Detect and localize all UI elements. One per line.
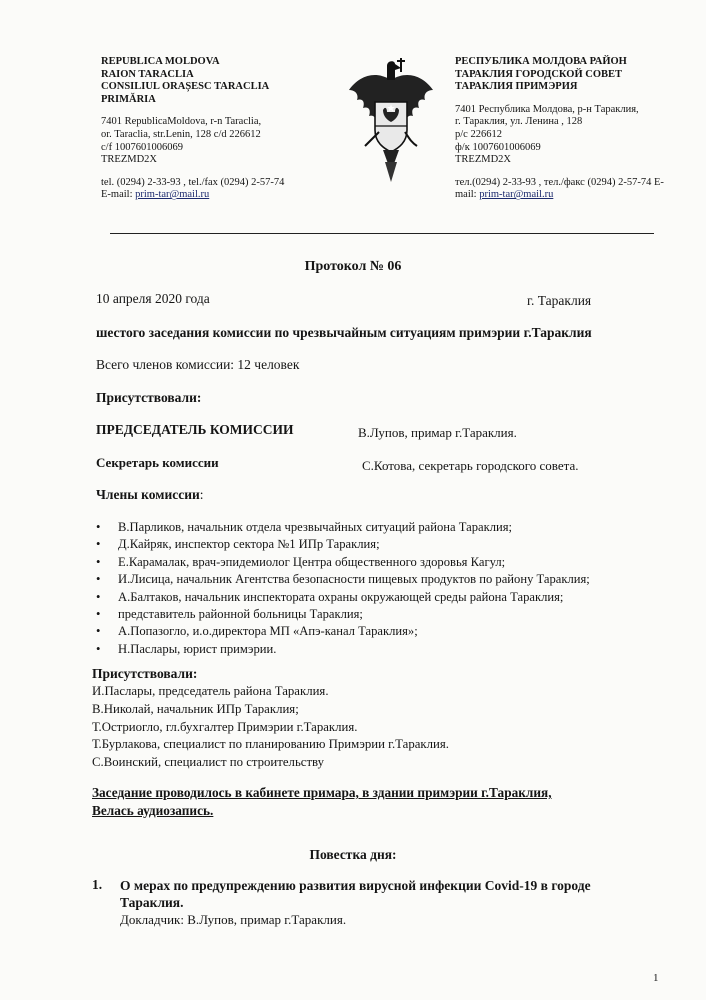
bullet-icon: •: [96, 624, 101, 639]
agenda-item-reporter: Докладчик: В.Лупов, примар г.Тараклия.: [120, 912, 347, 927]
header-left-address: c/f 1007601006069: [101, 141, 183, 153]
list-item: [96, 519, 696, 536]
agenda-title: Повестка дня:: [309, 847, 397, 862]
agenda-item-title: О мерах по предупреждению развития вирусной инфекции Covid-19 в городе: [120, 878, 591, 893]
bullet-icon: •: [96, 589, 101, 604]
header-divider: [110, 233, 654, 234]
bullet-icon: •: [96, 537, 101, 552]
list-item: И.Паслары, председатель района Тараклия.: [92, 684, 329, 698]
page-number: 1: [653, 972, 659, 984]
list-item: [96, 571, 696, 588]
members-label: [96, 487, 204, 503]
header-left-address: or. Taraclia, str.Lenin, 128 c/d 226612: [101, 128, 261, 140]
list-item: С.Воинский, специалист по строительству: [92, 755, 325, 770]
agenda-item: [120, 877, 650, 928]
header-left-address: 7401 RepublicaMoldova, r-n Taraclia,: [101, 116, 262, 128]
member-text: Е.Карамалак, врач-эпидемиолог Центра общественного здоровья Кагул;: [118, 554, 506, 569]
list-item: Т.Остриогло, гл.бухгалтер Примэрии г.Тараклия.: [92, 719, 358, 734]
secretary-value: С.Котова, секретарь городского совета.: [362, 458, 579, 473]
list-item: [96, 589, 696, 606]
header-right-line: РЕСПУБЛИКА МОЛДОВА РАЙОН: [455, 56, 627, 67]
list-item: [96, 554, 696, 571]
header-right-address: ф/к 1007601006069: [455, 141, 541, 153]
header-right-line: ТАРАКЛИЯ ПРИМЭРИЯ: [455, 81, 578, 93]
agenda-item-number: 1.: [92, 877, 103, 892]
email-label: E-mail:: [101, 189, 136, 201]
bullet-icon: •: [96, 606, 101, 621]
header-left-phone: tel. (0294) 2-33-93 , tel./fax (0294) 2-57-74: [101, 176, 285, 188]
header-left-line: CONSILIUL ORAȘESC TARACLIA: [101, 81, 270, 93]
member-text: В.Парликов, начальник отдела чрезвычайных ситуаций района Тараклия;: [118, 520, 513, 534]
document-city: г. Тараклия: [527, 293, 592, 308]
header-left-line: PRIMĂRIA: [101, 93, 156, 105]
total-members: Всего членов комиссии: 12 человек: [96, 357, 300, 372]
member-text: Д.Кайряк, инспектор сектора №1 ИПр Тараклия;: [118, 537, 380, 552]
attendees-list: [92, 683, 449, 772]
member-text: представитель районной больницы Тараклия;: [118, 606, 363, 621]
list-item: [96, 536, 696, 553]
header-right: [455, 56, 695, 202]
header-left-address: TREZMD2X: [101, 154, 157, 166]
list-item: [96, 606, 696, 623]
list-item: Т.Бурлакова, специалист по планированию Примэрии г.Тараклия.: [92, 737, 449, 752]
members-label-text: Члены комиссии: [96, 487, 200, 502]
list-item: [96, 641, 696, 658]
email-link[interactable]: prim-tar@mail.ru: [135, 189, 210, 201]
member-text: А.Балтаков, начальник инспектората охраны окружающей среды района Тараклия;: [118, 589, 564, 604]
list-item: В.Николай, начальник ИПр Тараклия;: [92, 701, 299, 716]
bullet-icon: •: [96, 520, 101, 534]
agenda-item-title-cont: Тараклия.: [120, 895, 184, 910]
secretary-label: Секретарь комиссии: [96, 455, 219, 470]
coat-of-arms-icon: [345, 50, 437, 190]
header-right-email-line: [455, 189, 695, 202]
bullet-icon: •: [96, 554, 101, 569]
present-label: Присутствовали:: [96, 390, 202, 405]
document-date: 10 апреля 2020 года: [96, 291, 210, 306]
bullet-icon: •: [96, 641, 101, 656]
members-list: [96, 519, 696, 658]
header-left-line: RAION TARACLIA: [101, 68, 194, 80]
list-item: [96, 623, 696, 640]
header-left-line: REPUBLICA MOLDOVA: [101, 56, 220, 67]
email-label: mail:: [455, 189, 480, 201]
members-label-colon: :: [199, 487, 204, 502]
document-subtitle: шестого заседания комиссии по чрезвычайным ситуациям примэрии г.Тараклия: [96, 325, 592, 340]
present-label-2: Присутствовали:: [92, 666, 198, 681]
header-left-email-line: [101, 189, 311, 202]
header-right-address: г. Тараклия, ул. Ленина , 128: [455, 116, 583, 128]
member-text: И.Лисица, начальник Агентства безопасности пищевых продуктов по району Тараклия;: [118, 572, 590, 587]
member-text: Н.Паслары, юрист примэрии.: [118, 641, 277, 656]
email-link[interactable]: prim-tar@mail.ru: [479, 189, 554, 201]
location-line: Заседание проводилось в кабинете примара, в здании примэрии г.Тараклия,: [92, 785, 552, 800]
location-line: Велась аудиозапись.: [92, 802, 214, 818]
document-title: Протокол № 06: [304, 259, 402, 274]
header-right-line: ТАРАКЛИЯ ГОРОДСКОЙ СОВЕТ: [455, 68, 622, 80]
header-left: [101, 56, 311, 202]
chair-value: В.Лупов, примар г.Тараклия.: [358, 425, 517, 440]
header-right-address: TREZMD2X: [455, 154, 511, 166]
header-right-phone: тел.(0294) 2-33-93 , тел./факс (0294) 2-57-74 E-: [455, 176, 664, 188]
chair-label: ПРЕДСЕДАТЕЛЬ КОМИССИИ: [96, 422, 294, 437]
meeting-location: [92, 784, 552, 819]
member-text: А.Попазогло, и.о.директора МП «Апэ-канал Тараклия»;: [118, 624, 418, 639]
header-right-address: р/с 226612: [455, 128, 502, 140]
header-right-address: 7401 Республика Молдова, р-н Тараклия,: [455, 103, 639, 115]
bullet-icon: •: [96, 572, 101, 587]
